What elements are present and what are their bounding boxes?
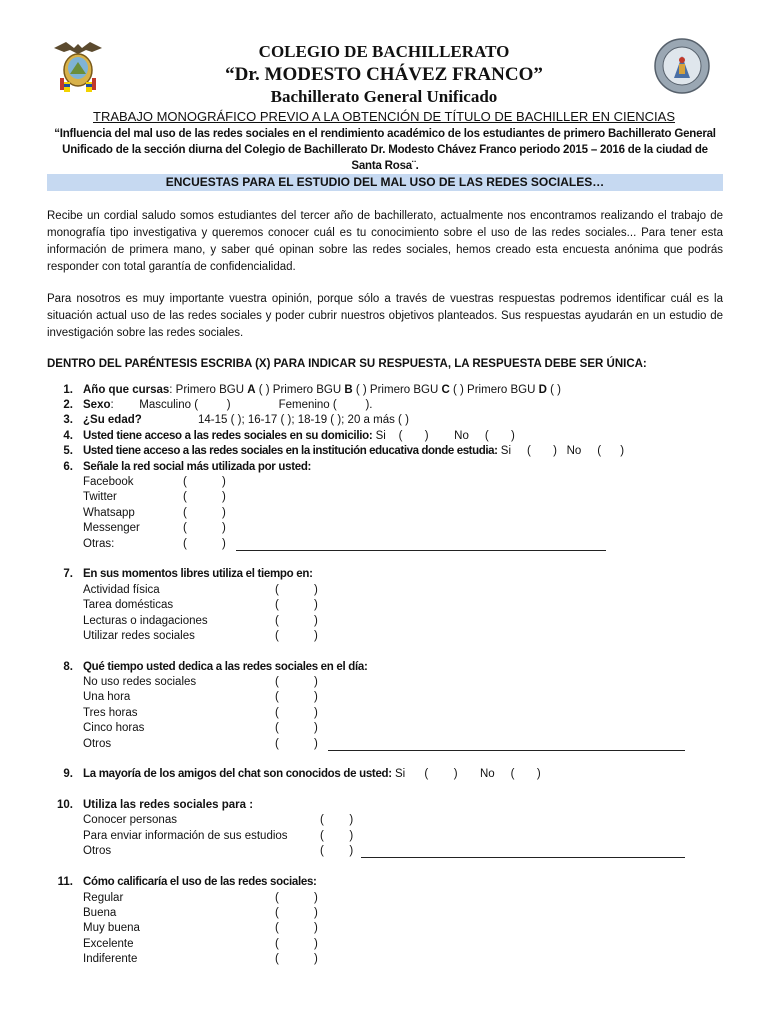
school-patron: “Dr. MODESTO CHÁVEZ FRANCO” xyxy=(225,64,543,85)
option-label: Tres horas xyxy=(83,707,138,719)
answer-parentheses[interactable]: ( ) xyxy=(320,814,354,826)
intro-paragraph-1: Recibe un cordial saludo somos estudiantes del tercer año de bachillerato, actualmente nos encontramos realizando el trabajo de monografía tipo investigativa y queremos conocer cuál es tu conocimiento sobre el uso de las redes sociales... Para tener esta información de primera mano, y saber qué opinan sobre las redes sociales, hemos creado esta encuesta anónima que podrás responder con total garantía de confidencialidad. xyxy=(47,210,723,273)
school-name: COLEGIO DE BACHILLERATO xyxy=(258,42,510,61)
option-label: Una hora xyxy=(83,691,131,703)
thesis-theme: “Influencia del mal uso de las redes sociales en el rendimiento académico de los estudiantes de primero Bachillerato General Unificado de la sección diurna del Colegio de Bachillerato Dr. Modesto Chávez Franco periodo 2015 – 2016 de la ciudad de Santa Rosa¨. xyxy=(54,128,716,172)
answer-parentheses[interactable]: ( ) xyxy=(275,691,318,703)
option-label: Whatsapp xyxy=(83,507,135,519)
option-label: Facebook xyxy=(83,476,134,488)
option-label: Buena xyxy=(83,907,117,919)
question-label: Usted tiene acceso a las redes sociales en su domicilio: xyxy=(83,430,373,442)
question-label: Qué tiempo usted dedica a las redes sociales en el día: xyxy=(83,661,368,673)
answer-parentheses[interactable]: ( ) xyxy=(183,476,226,488)
answer-parentheses[interactable]: ( ) xyxy=(275,599,318,611)
answer-parentheses[interactable]: ( ) xyxy=(320,830,354,842)
question-number: 6. xyxy=(63,461,73,473)
question-label: Sexo xyxy=(83,399,111,411)
question-11 xyxy=(83,876,317,888)
option-label: Messenger xyxy=(83,522,140,534)
work-subtitle: TRABAJO MONOGRÁFICO PREVIO A LA OBTENCIÓN DE TÍTULO DE BACHILLER EN CIENCIAS xyxy=(93,109,675,124)
option-label: Indiferente xyxy=(83,953,138,965)
answer-parentheses[interactable]: ( ) xyxy=(275,938,318,950)
answer-options[interactable]: Si ( ) No ( ) xyxy=(497,445,625,457)
option-label: Lecturas o indagaciones xyxy=(83,615,208,627)
option-label: No uso redes sociales xyxy=(83,676,197,688)
question-number: 7. xyxy=(63,568,73,580)
question-8 xyxy=(83,661,368,673)
question-label: Año que cursas xyxy=(83,384,170,396)
answer-parentheses[interactable]: ( ) xyxy=(275,584,318,596)
option-label: Cinco horas xyxy=(83,722,145,734)
option-label: Twitter xyxy=(83,491,117,503)
question-label: Señale la red social más utilizada por usted: xyxy=(83,461,312,473)
question-number: 3. xyxy=(63,414,73,426)
answer-parentheses[interactable]: ( ) xyxy=(275,676,318,688)
question-label: En sus momentos libres utiliza el tiempo en: xyxy=(83,568,313,580)
instructions: DENTRO DEL PARÉNTESIS ESCRIBA (X) PARA INDICAR SU RESPUESTA, LA RESPUESTA DEBE SER ÚNICA: xyxy=(47,358,647,370)
option-label: Excelente xyxy=(83,938,134,950)
question-number: 1. xyxy=(63,384,73,396)
program-name: Bachillerato General Unificado xyxy=(270,87,498,106)
answer-options[interactable]: : Masculino ( ) Femenino ( ). xyxy=(110,399,373,411)
question-9 xyxy=(83,768,541,780)
answer-parentheses[interactable]: ( ) xyxy=(183,507,226,519)
question-label: Cómo calificaría el uso de las redes sociales: xyxy=(83,876,317,888)
option-label: Otros xyxy=(83,845,112,857)
question-3 xyxy=(83,414,142,426)
answer-parentheses[interactable]: ( ) xyxy=(546,384,561,396)
option-label: Para enviar información de sus estudios xyxy=(83,830,288,842)
question-1: Año que cursas: Primero BGU A ( ) Primero BGU B ( ) Primero BGU C ( ) Primero BGU D ( ) xyxy=(83,384,561,396)
question-4 xyxy=(83,430,515,442)
answer-options[interactable]: Si ( ) No ( ) xyxy=(372,430,515,442)
question-6 xyxy=(83,461,311,473)
answer-options[interactable]: 14-15 ( ); 16-17 ( ); 18-19 ( ); 20 a más ( ) xyxy=(198,414,409,426)
answer-line[interactable] xyxy=(236,550,606,551)
option-label: Tarea domésticas xyxy=(83,599,174,611)
answer-line[interactable] xyxy=(361,857,685,858)
question-number: 11. xyxy=(57,876,73,888)
answer-parentheses[interactable]: ( ) xyxy=(275,953,318,965)
question-number: 5. xyxy=(63,445,73,457)
question-number: 8. xyxy=(63,661,73,673)
option-label: Regular xyxy=(83,892,124,904)
answer-parentheses[interactable]: ( ) xyxy=(275,722,318,734)
option-label: Actividad física xyxy=(83,584,160,596)
option-label: Otros xyxy=(83,738,112,750)
question-2 xyxy=(83,399,373,411)
answer-parentheses[interactable]: ( ) xyxy=(275,922,318,934)
question-5 xyxy=(83,445,624,457)
answer-parentheses[interactable]: ( ) xyxy=(183,491,226,503)
answer-options[interactable]: Si ( ) No ( ) xyxy=(391,768,541,780)
survey-banner: ENCUESTAS PARA EL ESTUDIO DEL MAL USO DE LAS REDES SOCIALES… xyxy=(47,174,723,191)
answer-parentheses[interactable]: ( ) xyxy=(275,892,318,904)
question-10 xyxy=(83,799,253,811)
question-number: 4. xyxy=(63,430,73,442)
question-7 xyxy=(83,568,313,580)
option-label: Otras: xyxy=(83,538,115,550)
question-label: Usted tiene acceso a las redes sociales en la institución educativa donde estudia: xyxy=(83,445,498,457)
question-label: ¿Su edad? xyxy=(83,414,142,426)
answer-parentheses[interactable]: ( ) xyxy=(320,845,354,857)
intro-paragraph-2: Para nosotros es muy importante vuestra opinión, porque sólo a través de vuestras respuestas podremos identificar cuál es la situación actual uso de las redes sociales y poder cubrir nuestros objetivos planteados. Sus respuestas ayudarán en un estudio de investigación sobre las redes sociales. xyxy=(47,293,723,339)
question-number: 10. xyxy=(57,799,73,811)
question-number: 2. xyxy=(63,399,73,411)
answer-parentheses[interactable]: ( ) xyxy=(275,907,318,919)
option-label: Utilizar redes sociales xyxy=(83,630,195,642)
option-label: Conocer personas xyxy=(83,814,177,826)
answer-parentheses[interactable]: ( ) xyxy=(183,538,226,550)
question-label: Utiliza las redes sociales para : xyxy=(83,799,254,811)
question-label: La mayoría de los amigos del chat son conocidos de usted: xyxy=(83,768,392,780)
answer-parentheses[interactable]: ( ) xyxy=(275,630,318,642)
question-number: 9. xyxy=(63,768,73,780)
answer-parentheses[interactable]: ( ) xyxy=(183,522,226,534)
answer-parentheses[interactable]: ( ) xyxy=(275,615,318,627)
option-label: Muy buena xyxy=(83,922,140,934)
answer-line[interactable] xyxy=(328,750,685,751)
answer-parentheses[interactable]: ( ) xyxy=(275,707,318,719)
answer-parentheses[interactable]: ( ) xyxy=(275,738,318,750)
